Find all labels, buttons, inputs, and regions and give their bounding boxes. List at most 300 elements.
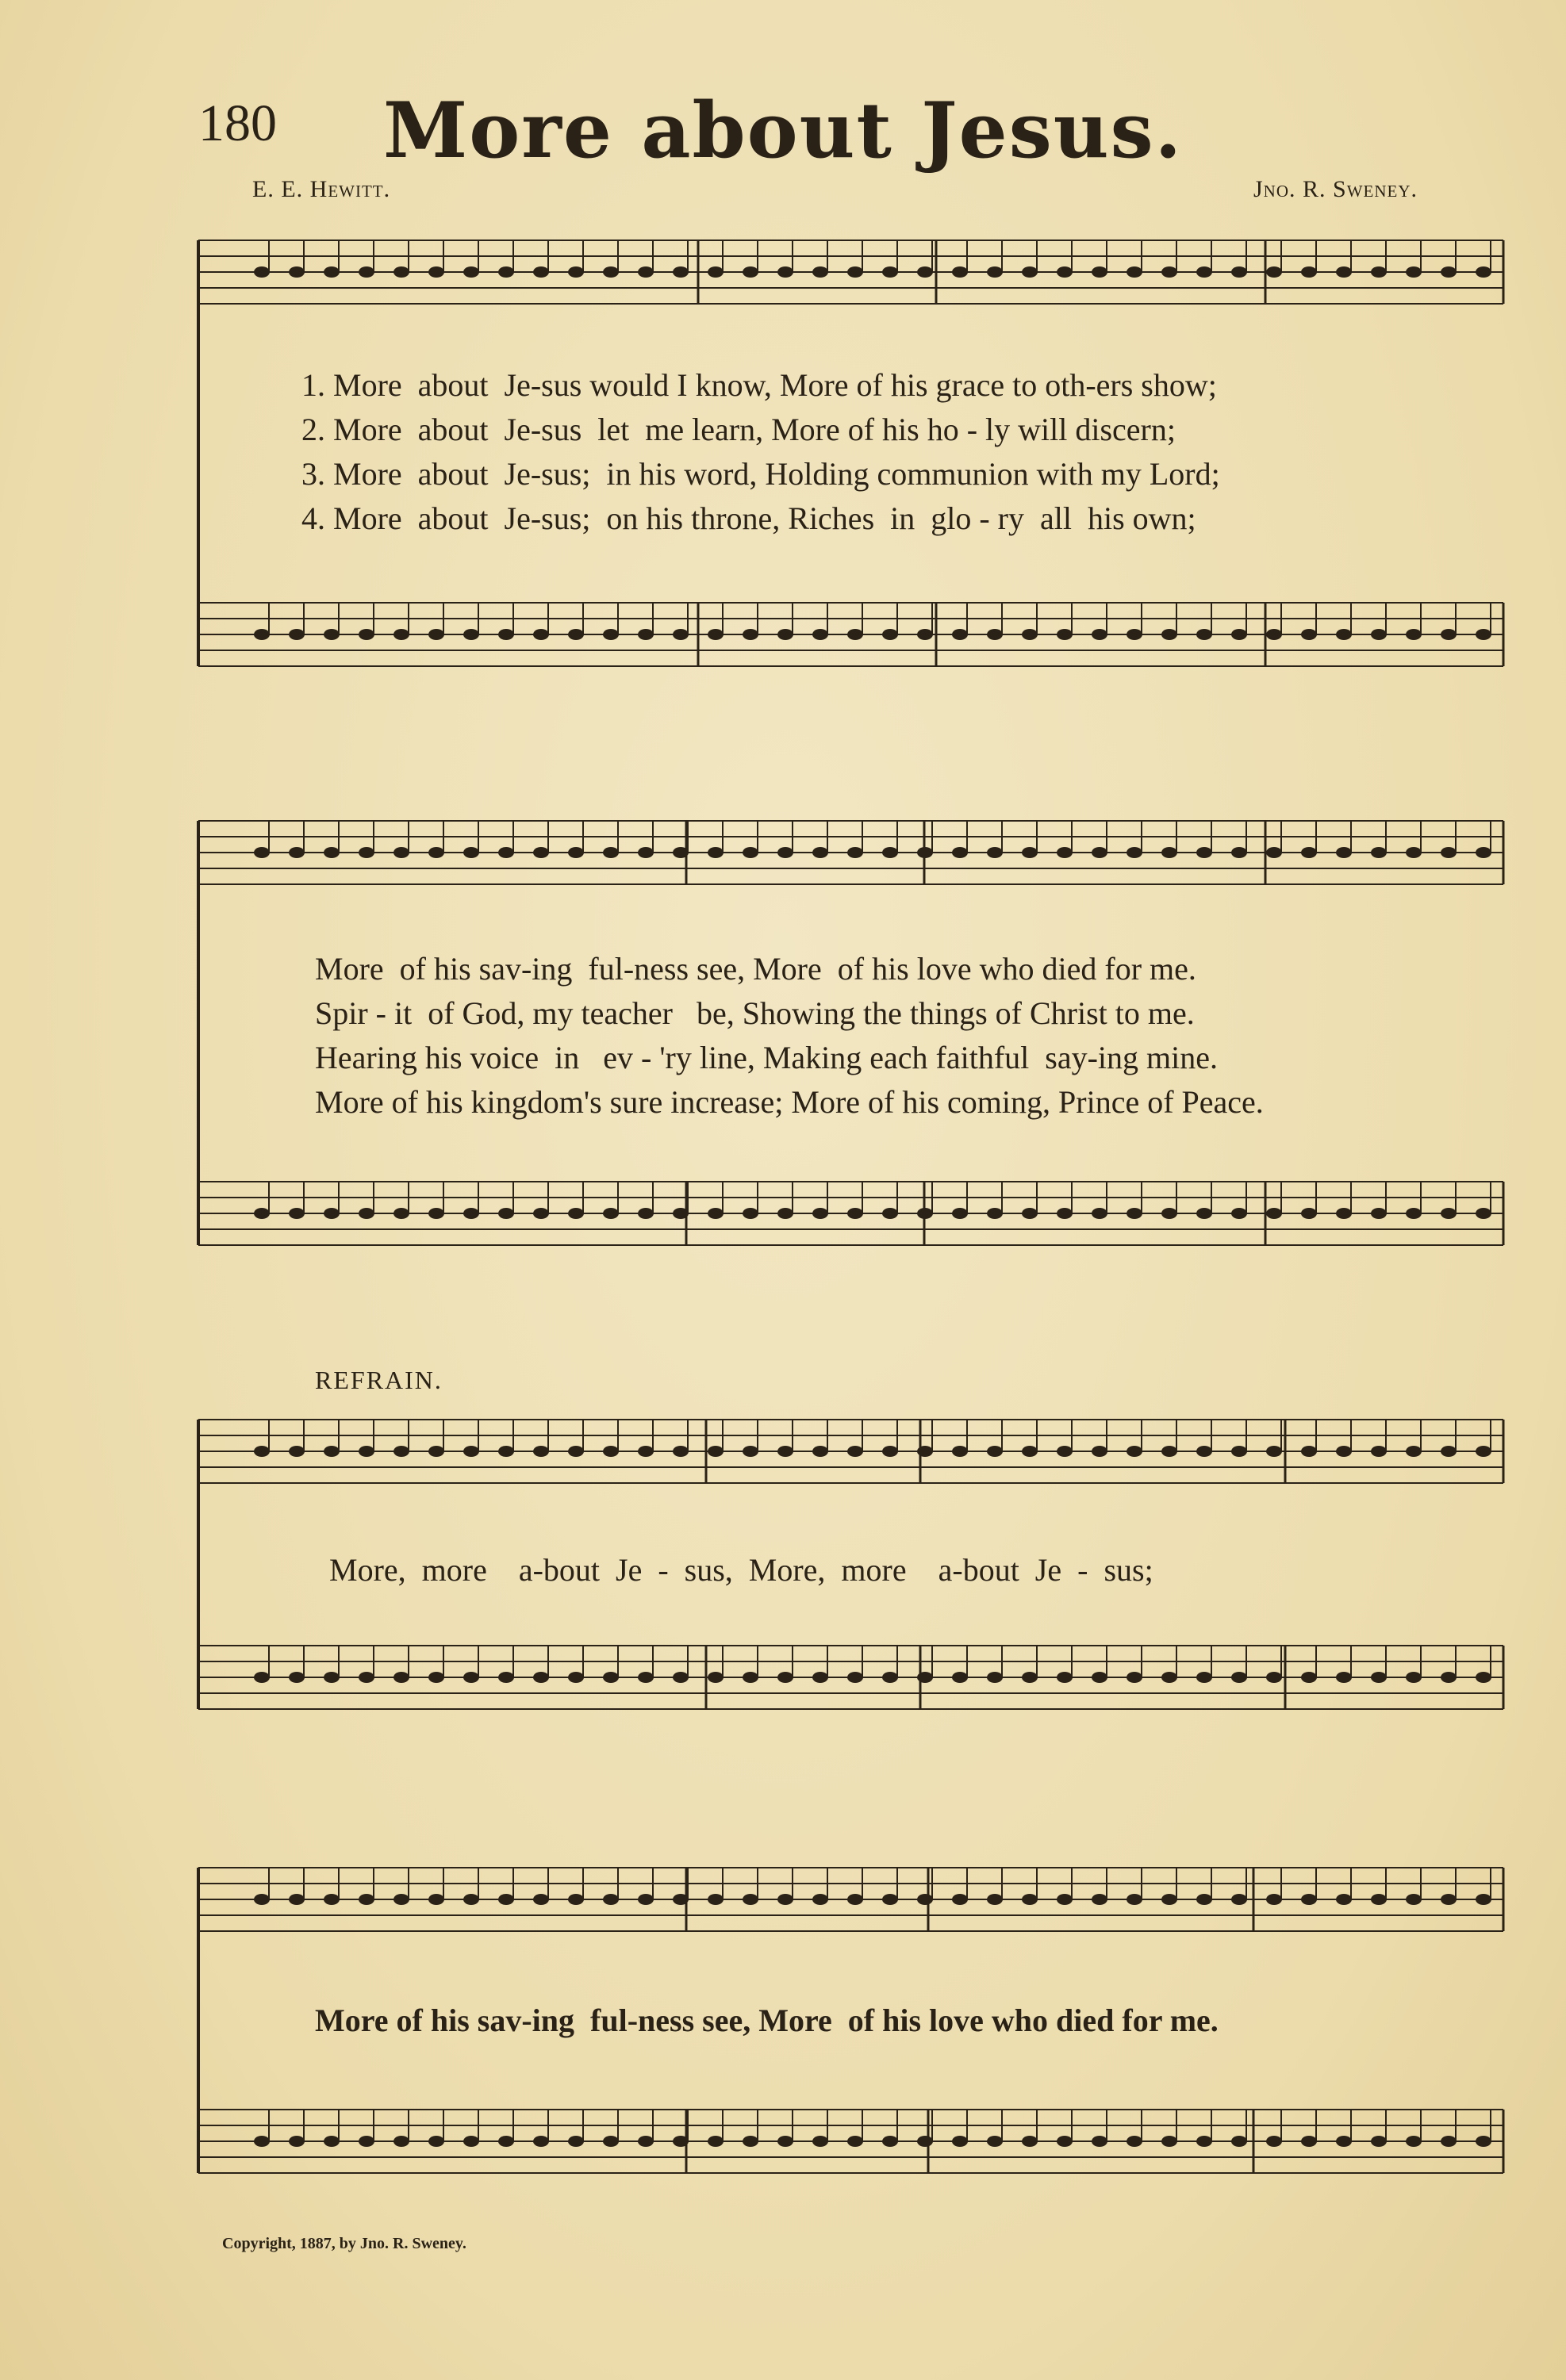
note-head	[882, 1446, 898, 1457]
refrain-line: More of his sav-ing ful-ness see, More of his love who died for me.	[315, 2002, 1219, 2038]
note-head	[743, 1672, 758, 1683]
note-head	[498, 1208, 514, 1219]
note-head	[1266, 1672, 1282, 1683]
note-head	[289, 1446, 305, 1457]
note-head	[1231, 1446, 1247, 1457]
note-head	[743, 2136, 758, 2147]
note-head	[603, 1208, 619, 1219]
note-head	[1022, 1208, 1038, 1219]
copyright-notice: Copyright, 1887, by Jno. R. Sweney.	[222, 2235, 466, 2252]
note-head	[812, 1208, 828, 1219]
note-head	[603, 266, 619, 278]
note-head	[1301, 2136, 1317, 2147]
note-head	[847, 2136, 863, 2147]
note-head	[1161, 629, 1177, 640]
note-head	[1092, 2136, 1107, 2147]
note-head	[743, 1208, 758, 1219]
note-head	[533, 266, 549, 278]
note-head	[1196, 847, 1212, 858]
note-head	[1441, 629, 1457, 640]
note-head	[1406, 1446, 1422, 1457]
verse-line-1: 1. More about Je-sus would I know, More of his grace to oth-ers show;	[301, 367, 1217, 403]
page-number: 180	[198, 94, 277, 152]
note-head	[1301, 847, 1317, 858]
note-head	[533, 1208, 549, 1219]
note-head	[1092, 629, 1107, 640]
note-head	[1301, 1894, 1317, 1905]
note-head	[882, 1894, 898, 1905]
note-head	[1406, 629, 1422, 640]
note-head	[952, 629, 968, 640]
note-head	[463, 1446, 479, 1457]
note-head	[1406, 847, 1422, 858]
note-head	[463, 266, 479, 278]
note-head	[812, 2136, 828, 2147]
note-head	[1196, 266, 1212, 278]
note-head	[254, 266, 270, 278]
note-head	[568, 1672, 584, 1683]
note-head	[1336, 847, 1352, 858]
note-head	[673, 1208, 689, 1219]
note-head	[847, 1446, 863, 1457]
note-head	[1371, 266, 1387, 278]
note-head	[638, 1672, 654, 1683]
note-head	[568, 1446, 584, 1457]
note-head	[289, 847, 305, 858]
note-head	[1127, 1672, 1142, 1683]
note-head	[952, 1672, 968, 1683]
note-head	[289, 1672, 305, 1683]
lyricist-credit: E. E. Hewitt.	[252, 176, 391, 202]
note-head	[1301, 629, 1317, 640]
note-head	[498, 2136, 514, 2147]
note-head	[847, 1894, 863, 1905]
note-head	[1057, 1208, 1073, 1219]
note-head	[917, 629, 933, 640]
note-head	[568, 629, 584, 640]
note-head	[987, 1672, 1003, 1683]
note-head	[673, 1446, 689, 1457]
note-head	[1371, 1894, 1387, 1905]
note-head	[1441, 1446, 1457, 1457]
note-head	[1231, 1672, 1247, 1683]
note-head	[1161, 1208, 1177, 1219]
note-head	[1476, 629, 1491, 640]
note-head	[463, 1208, 479, 1219]
note-head	[1161, 1894, 1177, 1905]
note-head	[324, 266, 340, 278]
note-head	[324, 629, 340, 640]
note-head	[952, 2136, 968, 2147]
note-head	[603, 1446, 619, 1457]
note-head	[1476, 1446, 1491, 1457]
note-head	[393, 1672, 409, 1683]
note-head	[1266, 847, 1282, 858]
note-head	[812, 1446, 828, 1457]
note-head	[289, 266, 305, 278]
note-head	[987, 629, 1003, 640]
note-head	[1336, 1672, 1352, 1683]
note-head	[1441, 1672, 1457, 1683]
note-head	[847, 1208, 863, 1219]
note-head	[952, 1894, 968, 1905]
note-head	[1301, 1672, 1317, 1683]
note-head	[777, 2136, 793, 2147]
note-head	[393, 1208, 409, 1219]
note-head	[1092, 1894, 1107, 1905]
note-head	[1057, 629, 1073, 640]
note-head	[987, 1208, 1003, 1219]
note-head	[1231, 2136, 1247, 2147]
note-head	[1231, 1208, 1247, 1219]
note-head	[359, 1446, 374, 1457]
note-head	[882, 1672, 898, 1683]
note-head	[463, 1672, 479, 1683]
note-head	[1127, 1446, 1142, 1457]
note-head	[1057, 1672, 1073, 1683]
note-head	[1406, 2136, 1422, 2147]
verse-line-1: More of his sav-ing ful-ness see, More of his love who died for me.	[315, 951, 1196, 987]
note-head	[393, 629, 409, 640]
note-head	[359, 847, 374, 858]
note-head	[1371, 1446, 1387, 1457]
note-head	[1476, 1208, 1491, 1219]
note-head	[603, 2136, 619, 2147]
note-head	[743, 847, 758, 858]
refrain-label: REFRAIN.	[315, 1366, 443, 1394]
note-head	[777, 1446, 793, 1457]
note-head	[393, 1446, 409, 1457]
note-head	[1371, 1672, 1387, 1683]
note-head	[1057, 1894, 1073, 1905]
note-head	[533, 2136, 549, 2147]
note-head	[1231, 847, 1247, 858]
note-head	[603, 1894, 619, 1905]
note-head	[1127, 266, 1142, 278]
note-head	[1441, 847, 1457, 858]
note-head	[1231, 1894, 1247, 1905]
note-head	[812, 629, 828, 640]
note-head	[812, 1672, 828, 1683]
note-head	[568, 266, 584, 278]
composer-credit: Jno. R. Sweney.	[1253, 176, 1418, 202]
note-head	[428, 1894, 444, 1905]
refrain-line: More, more a-bout Je - sus, More, more a-bout Je - sus;	[329, 1552, 1153, 1588]
note-head	[1266, 1894, 1282, 1905]
note-head	[359, 1208, 374, 1219]
note-head	[1161, 1672, 1177, 1683]
note-head	[987, 1894, 1003, 1905]
verse-line-2: 2. More about Je-sus let me learn, More of his ho - ly will discern;	[301, 412, 1176, 447]
note-head	[428, 1208, 444, 1219]
note-head	[777, 1208, 793, 1219]
hymn-title: More about Jesus.	[382, 86, 1184, 175]
note-head	[324, 1672, 340, 1683]
note-head	[847, 1672, 863, 1683]
note-head	[1476, 2136, 1491, 2147]
note-head	[498, 1446, 514, 1457]
verse-line-3: 3. More about Je-sus; in his word, Holding communion with my Lord;	[301, 456, 1220, 492]
note-head	[1336, 1894, 1352, 1905]
note-head	[498, 847, 514, 858]
note-head	[743, 1894, 758, 1905]
note-head	[917, 266, 933, 278]
note-head	[1022, 1446, 1038, 1457]
note-head	[324, 1208, 340, 1219]
note-head	[987, 1446, 1003, 1457]
note-head	[847, 629, 863, 640]
note-head	[1022, 629, 1038, 640]
note-head	[289, 629, 305, 640]
note-head	[882, 1208, 898, 1219]
note-head	[254, 847, 270, 858]
note-head	[952, 1208, 968, 1219]
note-head	[428, 2136, 444, 2147]
note-head	[777, 629, 793, 640]
note-head	[777, 1894, 793, 1905]
note-head	[1336, 266, 1352, 278]
note-head	[673, 847, 689, 858]
note-head	[673, 2136, 689, 2147]
note-head	[324, 847, 340, 858]
note-head	[1406, 1672, 1422, 1683]
note-head	[638, 1208, 654, 1219]
note-head	[1266, 1208, 1282, 1219]
note-head	[1092, 1672, 1107, 1683]
note-head	[603, 847, 619, 858]
note-head	[428, 266, 444, 278]
note-head	[638, 2136, 654, 2147]
note-head	[1371, 629, 1387, 640]
note-head	[777, 1672, 793, 1683]
note-head	[708, 2136, 724, 2147]
note-head	[498, 629, 514, 640]
note-head	[463, 1894, 479, 1905]
note-head	[1371, 1208, 1387, 1219]
note-head	[1336, 1446, 1352, 1457]
verse-line-4: More of his kingdom's sure increase; More of his coming, Prince of Peace.	[315, 1084, 1264, 1120]
note-head	[882, 629, 898, 640]
note-head	[1022, 266, 1038, 278]
note-head	[1092, 847, 1107, 858]
note-head	[1127, 1894, 1142, 1905]
note-head	[359, 1894, 374, 1905]
note-head	[1231, 266, 1247, 278]
note-head	[1231, 629, 1247, 640]
note-head	[1266, 266, 1282, 278]
note-head	[917, 1208, 933, 1219]
note-head	[1441, 1894, 1457, 1905]
note-head	[952, 1446, 968, 1457]
note-head	[708, 1446, 724, 1457]
note-head	[1161, 1446, 1177, 1457]
note-head	[812, 266, 828, 278]
note-head	[393, 266, 409, 278]
note-head	[254, 1894, 270, 1905]
note-head	[777, 266, 793, 278]
note-head	[498, 266, 514, 278]
note-head	[393, 2136, 409, 2147]
note-head	[1476, 1672, 1491, 1683]
note-head	[638, 847, 654, 858]
note-head	[1127, 1208, 1142, 1219]
note-head	[882, 2136, 898, 2147]
note-head	[917, 2136, 933, 2147]
note-head	[254, 1446, 270, 1457]
note-head	[1336, 629, 1352, 640]
note-head	[1476, 1894, 1491, 1905]
note-head	[1092, 1446, 1107, 1457]
note-head	[638, 266, 654, 278]
note-head	[1196, 1446, 1212, 1457]
note-head	[708, 1208, 724, 1219]
note-head	[1371, 847, 1387, 858]
note-head	[359, 1672, 374, 1683]
note-head	[1161, 2136, 1177, 2147]
note-head	[324, 2136, 340, 2147]
note-head	[428, 1446, 444, 1457]
note-head	[568, 2136, 584, 2147]
note-head	[498, 1672, 514, 1683]
note-head	[743, 266, 758, 278]
note-head	[1301, 1208, 1317, 1219]
note-head	[638, 1894, 654, 1905]
note-head	[533, 629, 549, 640]
note-head	[1441, 266, 1457, 278]
note-head	[917, 1672, 933, 1683]
note-head	[1022, 1894, 1038, 1905]
note-head	[568, 1208, 584, 1219]
note-head	[917, 847, 933, 858]
note-head	[533, 1894, 549, 1905]
note-head	[289, 1208, 305, 1219]
note-head	[1127, 847, 1142, 858]
note-head	[533, 847, 549, 858]
note-head	[1266, 1446, 1282, 1457]
note-head	[708, 266, 724, 278]
note-head	[882, 847, 898, 858]
note-head	[882, 266, 898, 278]
note-head	[603, 629, 619, 640]
note-head	[1266, 2136, 1282, 2147]
note-head	[847, 847, 863, 858]
note-head	[1161, 266, 1177, 278]
note-head	[1336, 1208, 1352, 1219]
note-head	[1057, 847, 1073, 858]
note-head	[463, 629, 479, 640]
note-head	[1266, 629, 1282, 640]
note-head	[638, 1446, 654, 1457]
note-head	[777, 847, 793, 858]
note-head	[1127, 2136, 1142, 2147]
note-head	[568, 1894, 584, 1905]
note-head	[1441, 1208, 1457, 1219]
note-head	[1371, 2136, 1387, 2147]
note-head	[952, 266, 968, 278]
note-head	[708, 1672, 724, 1683]
note-head	[533, 1446, 549, 1457]
note-head	[324, 1446, 340, 1457]
note-head	[1336, 2136, 1352, 2147]
note-head	[1196, 1672, 1212, 1683]
note-head	[1127, 629, 1142, 640]
note-head	[254, 629, 270, 640]
note-head	[463, 2136, 479, 2147]
note-head	[359, 2136, 374, 2147]
note-head	[1196, 1894, 1212, 1905]
note-head	[987, 847, 1003, 858]
note-head	[847, 266, 863, 278]
note-head	[1196, 2136, 1212, 2147]
note-head	[568, 847, 584, 858]
verse-line-4: 4. More about Je-sus; on his throne, Riches in glo - ry all his own;	[301, 500, 1196, 536]
note-head	[638, 629, 654, 640]
note-head	[743, 629, 758, 640]
note-head	[428, 1672, 444, 1683]
note-head	[812, 847, 828, 858]
note-head	[708, 1894, 724, 1905]
note-head	[673, 266, 689, 278]
note-head	[428, 629, 444, 640]
note-head	[254, 1672, 270, 1683]
note-head	[673, 1672, 689, 1683]
note-head	[1057, 266, 1073, 278]
note-head	[743, 1446, 758, 1457]
note-head	[1057, 2136, 1073, 2147]
note-head	[673, 629, 689, 640]
note-head	[952, 847, 968, 858]
verse-line-3: Hearing his voice in ev - 'ry line, Making each faithful say-ing mine.	[315, 1040, 1218, 1075]
note-head	[1406, 266, 1422, 278]
note-head	[673, 1894, 689, 1905]
note-head	[812, 1894, 828, 1905]
note-head	[1092, 266, 1107, 278]
note-head	[1441, 2136, 1457, 2147]
note-head	[533, 1672, 549, 1683]
note-head	[1476, 847, 1491, 858]
note-head	[463, 847, 479, 858]
note-head	[1476, 266, 1491, 278]
note-head	[1022, 1672, 1038, 1683]
note-head	[1161, 847, 1177, 858]
note-head	[289, 2136, 305, 2147]
note-head	[254, 2136, 270, 2147]
note-head	[428, 847, 444, 858]
note-head	[1092, 1208, 1107, 1219]
note-head	[708, 629, 724, 640]
note-head	[393, 1894, 409, 1905]
note-head	[1022, 2136, 1038, 2147]
note-head	[498, 1894, 514, 1905]
note-head	[1022, 847, 1038, 858]
note-head	[1301, 266, 1317, 278]
note-head	[1057, 1446, 1073, 1457]
note-head	[289, 1894, 305, 1905]
note-head	[393, 847, 409, 858]
note-head	[708, 847, 724, 858]
note-head	[1406, 1208, 1422, 1219]
note-head	[603, 1672, 619, 1683]
note-head	[1301, 1446, 1317, 1457]
note-head	[1196, 1208, 1212, 1219]
note-head	[987, 266, 1003, 278]
note-head	[254, 1208, 270, 1219]
note-head	[359, 629, 374, 640]
note-head	[917, 1446, 933, 1457]
note-head	[987, 2136, 1003, 2147]
note-head	[1196, 629, 1212, 640]
note-head	[324, 1894, 340, 1905]
